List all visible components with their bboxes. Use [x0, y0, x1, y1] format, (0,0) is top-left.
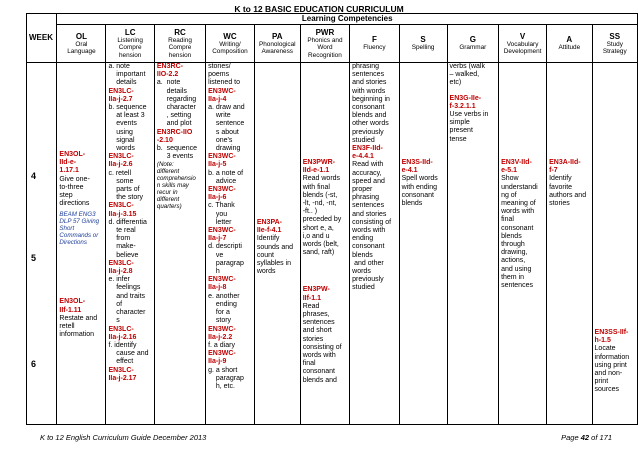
rc-item-a: a. note details regarding character , setting and plot — [156, 79, 197, 128]
lc-item-d: d. differentia te real from make- believe — [108, 218, 147, 259]
a-cell — [547, 63, 592, 425]
lc-item-a: a. note important details — [108, 63, 146, 87]
a-text: Identify favorite authors and stories — [549, 175, 587, 208]
wc-item-e: e. another ending for a story — [208, 292, 240, 325]
rc-cell — [154, 63, 205, 425]
wc-code: EN3WC- IIa-j-4 — [208, 87, 236, 103]
f-cell — [350, 63, 399, 425]
wc-item-b: b. a note of advice — [208, 169, 244, 185]
ss-cell — [592, 63, 637, 425]
rc-item-b: b. sequence 3 events — [156, 145, 197, 161]
col-rc: RC Reading Compre hension — [154, 25, 205, 63]
ss-text: Locate information using print and non- print sources — [594, 345, 630, 394]
ol-week4-text: Give one- to-three step directions — [59, 175, 90, 208]
week-4: 4 — [31, 171, 37, 181]
pa-text: Identify sounds and count syllables in words — [256, 235, 294, 276]
wc-code: EN3WC- IIa-j-8 — [208, 276, 236, 292]
col-v: V Vocabulary Development — [499, 25, 547, 63]
wc-item-f: f. a diary — [208, 341, 235, 349]
ol-cell — [57, 63, 106, 425]
lc-cell — [106, 63, 154, 425]
col-f: F Fluency — [350, 25, 399, 63]
ol-week6-text: Restate and retell information — [59, 314, 98, 339]
pwr-code: EN3PWR- IId-e-1.1 — [302, 159, 335, 175]
s-text: Spell words with ending consonant blends — [401, 175, 438, 208]
lc-item-f: f. identify cause and effect — [108, 341, 149, 366]
pwr-code: EN3PW- IIf-1.1 — [302, 286, 330, 302]
col-s: S Spelling — [399, 25, 447, 63]
footer-page: Page 42 of 171 — [561, 432, 612, 442]
col-pa: PA Phonological Awareness — [254, 25, 300, 63]
wc-code: EN3WC- IIa-j-9 — [208, 350, 236, 366]
lc-code: EN3LC- IIa-j-2.6 — [108, 153, 134, 169]
s-code: EN3S-IId- e-4.1 — [401, 159, 433, 175]
week-5: 5 — [31, 253, 37, 263]
wc-item-c: c. Thank you letter — [208, 202, 235, 226]
lc-code: EN3LC- IIa-j-2.17 — [108, 366, 137, 382]
footer-left: K to 12 English Curriculum Guide December 2013 — [40, 432, 207, 442]
wc-item-a: a. draw and write sentence s about one's drawing — [208, 104, 245, 153]
pa-cell — [254, 63, 300, 425]
g-code: EN3G-IIe- f-3.2.1.1 — [449, 94, 482, 110]
wc-item-d: d. descripti ve paragrap h — [208, 243, 244, 276]
pwr-cell — [300, 63, 349, 425]
pwr-text: Read phrases, sentences and short stories consisting of words with final consonant blends and — [302, 302, 342, 384]
rc-code: EN3RC- IIO-2.2 — [156, 63, 183, 79]
week-6: 6 — [31, 359, 37, 369]
learning-competencies-header: Learning Competencies — [57, 14, 638, 25]
f-text: Read with accuracy, speed and proper phrasing sentences and stories consisting of words with ending consonant blends and other words previously studied — [352, 161, 392, 292]
ol-week4-note: BEAM ENG3 DLP 57 Giving Short Commands or Directions — [59, 211, 100, 247]
lc-item-b: b. sequence at least 3 events using signal words — [108, 104, 147, 153]
wc-code: EN3WC- IIa-j-6 — [208, 186, 236, 202]
g-text: Use verbs in simple present tense — [449, 111, 489, 143]
wc-code: EN3WC- IIa-j-5 — [208, 153, 236, 169]
g-cell — [447, 63, 499, 425]
col-g: G Grammar — [447, 25, 499, 63]
lc-item-c: c. retell some parts of the story — [108, 169, 144, 202]
week-cell — [27, 63, 57, 425]
lc-code: EN3LC- IIa-j-2.16 — [108, 325, 137, 341]
col-lc: LC Listening Compre hension — [106, 25, 154, 63]
rc-note: (Note: different comprehensio n skills may recur in different quarters) — [156, 161, 196, 211]
week-header: WEEK — [27, 14, 57, 63]
pa-code: EN3PA- IIe-f-4.1 — [256, 219, 282, 235]
g-top: verbs (walk – walked, etc) — [449, 63, 485, 87]
wc-item-g: g. a short paragrap h, etc. — [208, 366, 244, 390]
ss-code: EN3SS-IIf- h-1.5 — [594, 329, 629, 345]
lc-code: EN3LC- IIa-j-3.15 — [108, 202, 137, 218]
lc-code: EN3LC- IIa-j-2.8 — [108, 259, 134, 276]
a-code: EN3A-IId- f-7 — [549, 159, 581, 175]
document-title: K to 12 BASIC EDUCATION CURRICULUM — [234, 4, 404, 14]
v-code: EN3V-IId- e-5.1 — [501, 159, 532, 175]
s-cell — [399, 63, 447, 425]
col-ss: SS Study Strategy — [592, 25, 637, 63]
col-ol: OL Oral Language — [57, 25, 106, 63]
competency-table — [26, 13, 638, 425]
col-pwr: PWR Phonics and Word Recognition — [300, 25, 349, 63]
lc-item-e: e. infer feelings and traits of character s — [108, 276, 146, 325]
wc-top: stories/ poems listened to — [208, 63, 241, 87]
wc-code: EN3WC- IIa-j-7 — [208, 227, 236, 243]
pwr-text: Read words with final blends (-st, -lt, -nd, -nt, -ft.. ) preceded by short e, a, i,o and u words (belt, sand, raft) — [302, 175, 342, 257]
col-a: A Attitude — [547, 25, 592, 63]
lc-code: EN3LC- IIa-j-2.7 — [108, 87, 134, 103]
f-code: EN3F-IId- e-4.4.1 — [352, 145, 383, 161]
ol-week4-code: EN3OL- IId-e- 1.17.1 — [59, 151, 86, 175]
col-wc: WC Writing/ Composition — [206, 25, 255, 63]
rc-code: EN3RC-IIO -2.10 — [156, 128, 193, 144]
wc-cell — [206, 63, 255, 425]
f-top: phrasing sentences and stories with words beginning in consonant blends and other words previously studied — [352, 63, 390, 144]
v-text: Show understandi ng of meaning of words with final consonant blends through drawing, actions, and using them in sentences — [501, 175, 538, 290]
wc-code: EN3WC- IIa-j-2.2 — [208, 325, 236, 341]
ol-week6-code: EN3OL- IIf-1.11 — [59, 298, 86, 314]
v-cell — [499, 63, 547, 425]
